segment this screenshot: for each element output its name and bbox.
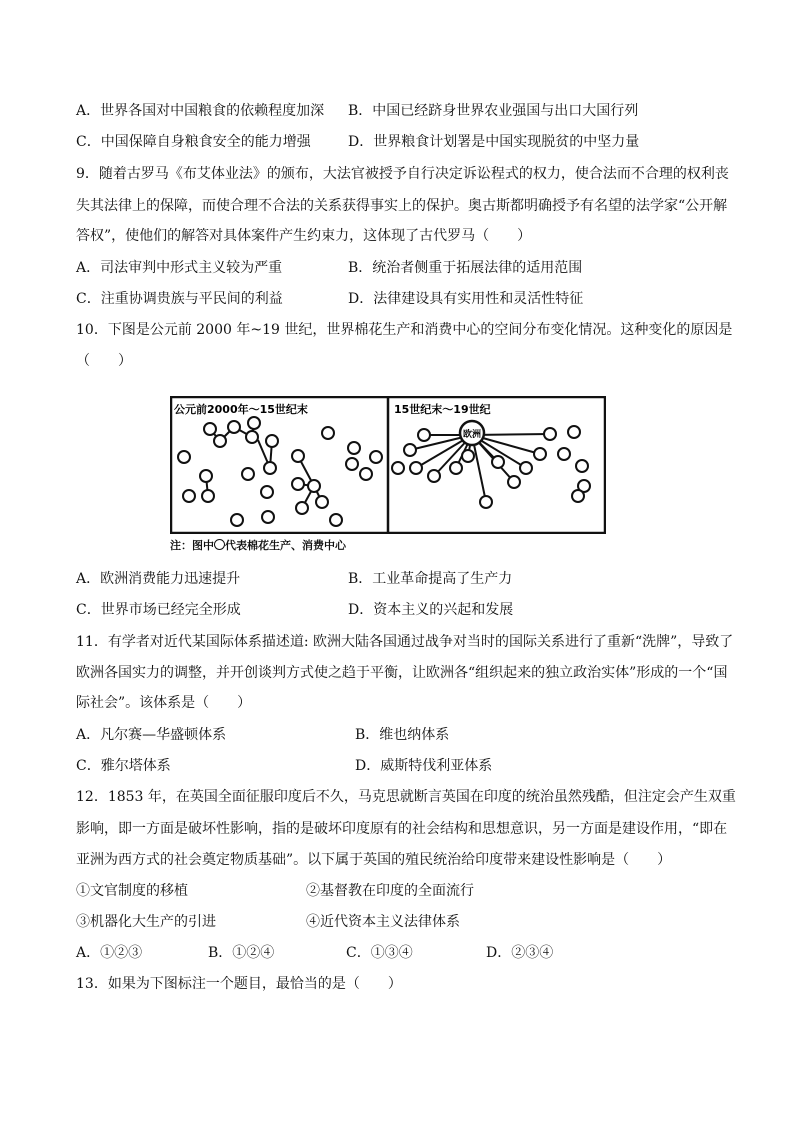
- cotton-centers-figure: [170, 396, 606, 534]
- figure-note-prefix: 注：图中: [170, 539, 214, 552]
- europe-hub-label: 欧洲: [462, 430, 482, 440]
- q8-option-d: D．世界粮食计划署是中国实现脱贫的中坚力量: [348, 134, 640, 150]
- q8-option-a: A．世界各国对中国粮食的依赖程度加深: [76, 103, 325, 119]
- q9-option-d: D．法律建设具有实用性和灵活性特征: [348, 291, 584, 307]
- q12-item-1: ①文官制度的移植: [76, 883, 188, 899]
- q12-item-2: ②基督教在印度的全面流行: [306, 883, 474, 899]
- q10-option-c: C．世界市场已经完全形成: [76, 602, 241, 618]
- q10-option-b: B．工业革命提高了生产力: [348, 571, 513, 587]
- q12-option-c: C．①③④: [346, 945, 413, 961]
- q8-option-c: C．中国保障自身粮食安全的能力增强: [76, 134, 311, 150]
- q9-option-c: C．注重协调贵族与平民间的利益: [76, 291, 283, 307]
- q11-stem-line-3: 际社会”。该体系是（ ）: [76, 695, 252, 711]
- q10-stem-line-1: 10．下图是公元前 2000 年~19 世纪，世界棉花生产和消费中心的空间分布变化情况。这种变化的原因是: [76, 322, 733, 338]
- q9-stem-line-1: 9．随着古罗马《布艾体业法》的颁布，大法官被授予自行决定诉讼程式的权力，使合法而不合理的权利丧: [76, 166, 729, 182]
- figure-note-suffix: 代表棉花生产、消费中心: [225, 539, 346, 552]
- q12-option-a: A．①②③: [76, 945, 143, 961]
- q9-stem-line-2: 失其法律上的保障，而使合理不合法的关系获得事实上的保护。奥古斯都明确授予有名望的法学家“公开解: [76, 198, 728, 214]
- q9-option-a: A．司法审判中形式主义较为严重: [76, 260, 283, 276]
- q12-option-b: B．①②④: [208, 945, 275, 961]
- q12-item-4: ④近代资本主义法律体系: [306, 914, 460, 930]
- q11-option-b: B．维也纳体系: [355, 727, 450, 743]
- q10-option-d: D．资本主义的兴起和发展: [348, 602, 514, 618]
- q11-option-a: A．凡尔赛—华盛顿体系: [76, 727, 227, 743]
- q12-stem-line-2: 影响，即一方面是破坏性影响，指的是破坏印度原有的社会结构和思想意识，另一方面是建设作用，“即在: [76, 821, 728, 837]
- right-panel-title: 15世纪末～19世纪: [394, 403, 491, 416]
- q12-stem-line-1: 12．1853 年，在英国全面征服印度后不久，马克思就断言英国在印度的统治虽然残酷，但注定会产生双重: [76, 789, 736, 805]
- figure-note: [170, 537, 346, 553]
- left-panel-title: 公元前2000年～15世纪末: [174, 403, 308, 416]
- q9-option-b: B．统治者侧重于拓展法律的适用范围: [348, 260, 583, 276]
- q12-item-3: ③机器化大生产的引进: [76, 914, 216, 930]
- q9-stem-line-3: 答权”，使他们的解答对具体案件产生约束力，这体现了古代罗马（ ）: [76, 228, 532, 244]
- q12-stem-line-3: 亚洲为西方式的社会奠定物质基础”。以下属于英国的殖民统治给印度带来建设性影响是（ ）: [76, 852, 672, 868]
- q8-option-b: B．中国已经跻身世界农业强国与出口大国行列: [348, 103, 639, 119]
- q12-option-d: D．②③④: [486, 945, 554, 961]
- q11-stem-line-2: 欧洲各国实力的调整，并开创谈判方式使之趋于平衡，让欧洲各“组织起来的独立政治实体”形成的一个“国: [76, 665, 728, 681]
- q11-stem-line-1: 11．有学者对近代某国际体系描述道: 欧洲大陆各国通过战争对当时的国际关系进行了重新“洗牌”，导致了: [76, 634, 734, 650]
- q11-option-d: D．威斯特伐利亚体系: [355, 758, 493, 774]
- q10-option-a: A．欧洲消费能力迅速提升: [76, 571, 241, 587]
- circle-legend-icon: [214, 539, 225, 550]
- q13-stem: 13．如果为下图标注一个题目，最恰当的是（ ）: [76, 976, 402, 992]
- q10-stem-line-2: （ ）: [76, 353, 132, 369]
- q11-option-c: C．雅尔塔体系: [76, 758, 171, 774]
